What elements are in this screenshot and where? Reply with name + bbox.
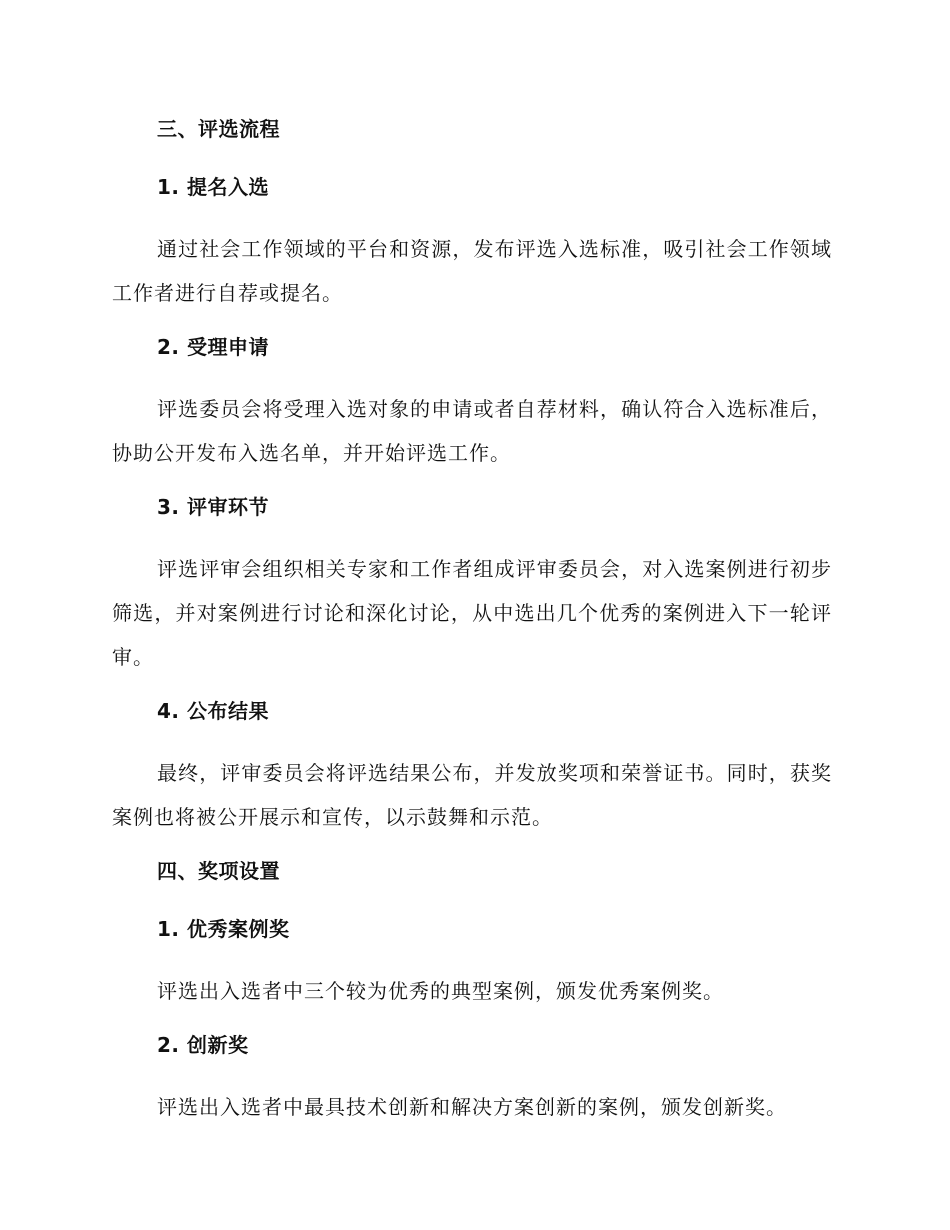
paragraph-innovation-award: 评选出入选者中最具技术创新和解决方案创新的案例，颁发创新奖。 — [157, 1095, 787, 1119]
paragraph-application: 评选委员会将受理入选对象的申请或者自荐材料，确认符合入选标准后，协助公开发布入选名单，并开始评选工作。 — [112, 397, 832, 465]
subheading-innovation-award: 2. 创新奖 — [157, 1033, 249, 1057]
subheading-excellent-case-award: 1. 优秀案例奖 — [157, 917, 290, 941]
subheading-results: 4. 公布结果 — [157, 699, 269, 723]
paragraph-nomination: 通过社会工作领域的平台和资源，发布评选入选标准，吸引社会工作领域工作者进行自荐或提名。 — [112, 237, 832, 305]
subheading-application: 2. 受理申请 — [157, 335, 269, 359]
document-content — [112, 111, 832, 1129]
subheading-nomination: 1. 提名入选 — [157, 175, 269, 199]
section-heading-selection-process: 三、评选流程 — [157, 117, 280, 141]
section-heading-awards: 四、奖项设置 — [157, 859, 280, 883]
subheading-review: 3. 评审环节 — [157, 495, 269, 519]
paragraph-review: 评选评审会组织相关专家和工作者组成评审委员会，对入选案例进行初步筛选，并对案例进行讨论和深化讨论，从中选出几个优秀的案例进入下一轮评审。 — [112, 557, 832, 669]
paragraph-results: 最终，评审委员会将评选结果公布，并发放奖项和荣誉证书。同时，获奖案例也将被公开展示和宣传，以示鼓舞和示范。 — [112, 761, 832, 829]
paragraph-excellent-case-award: 评选出入选者中三个较为优秀的典型案例，颁发优秀案例奖。 — [157, 979, 724, 1003]
